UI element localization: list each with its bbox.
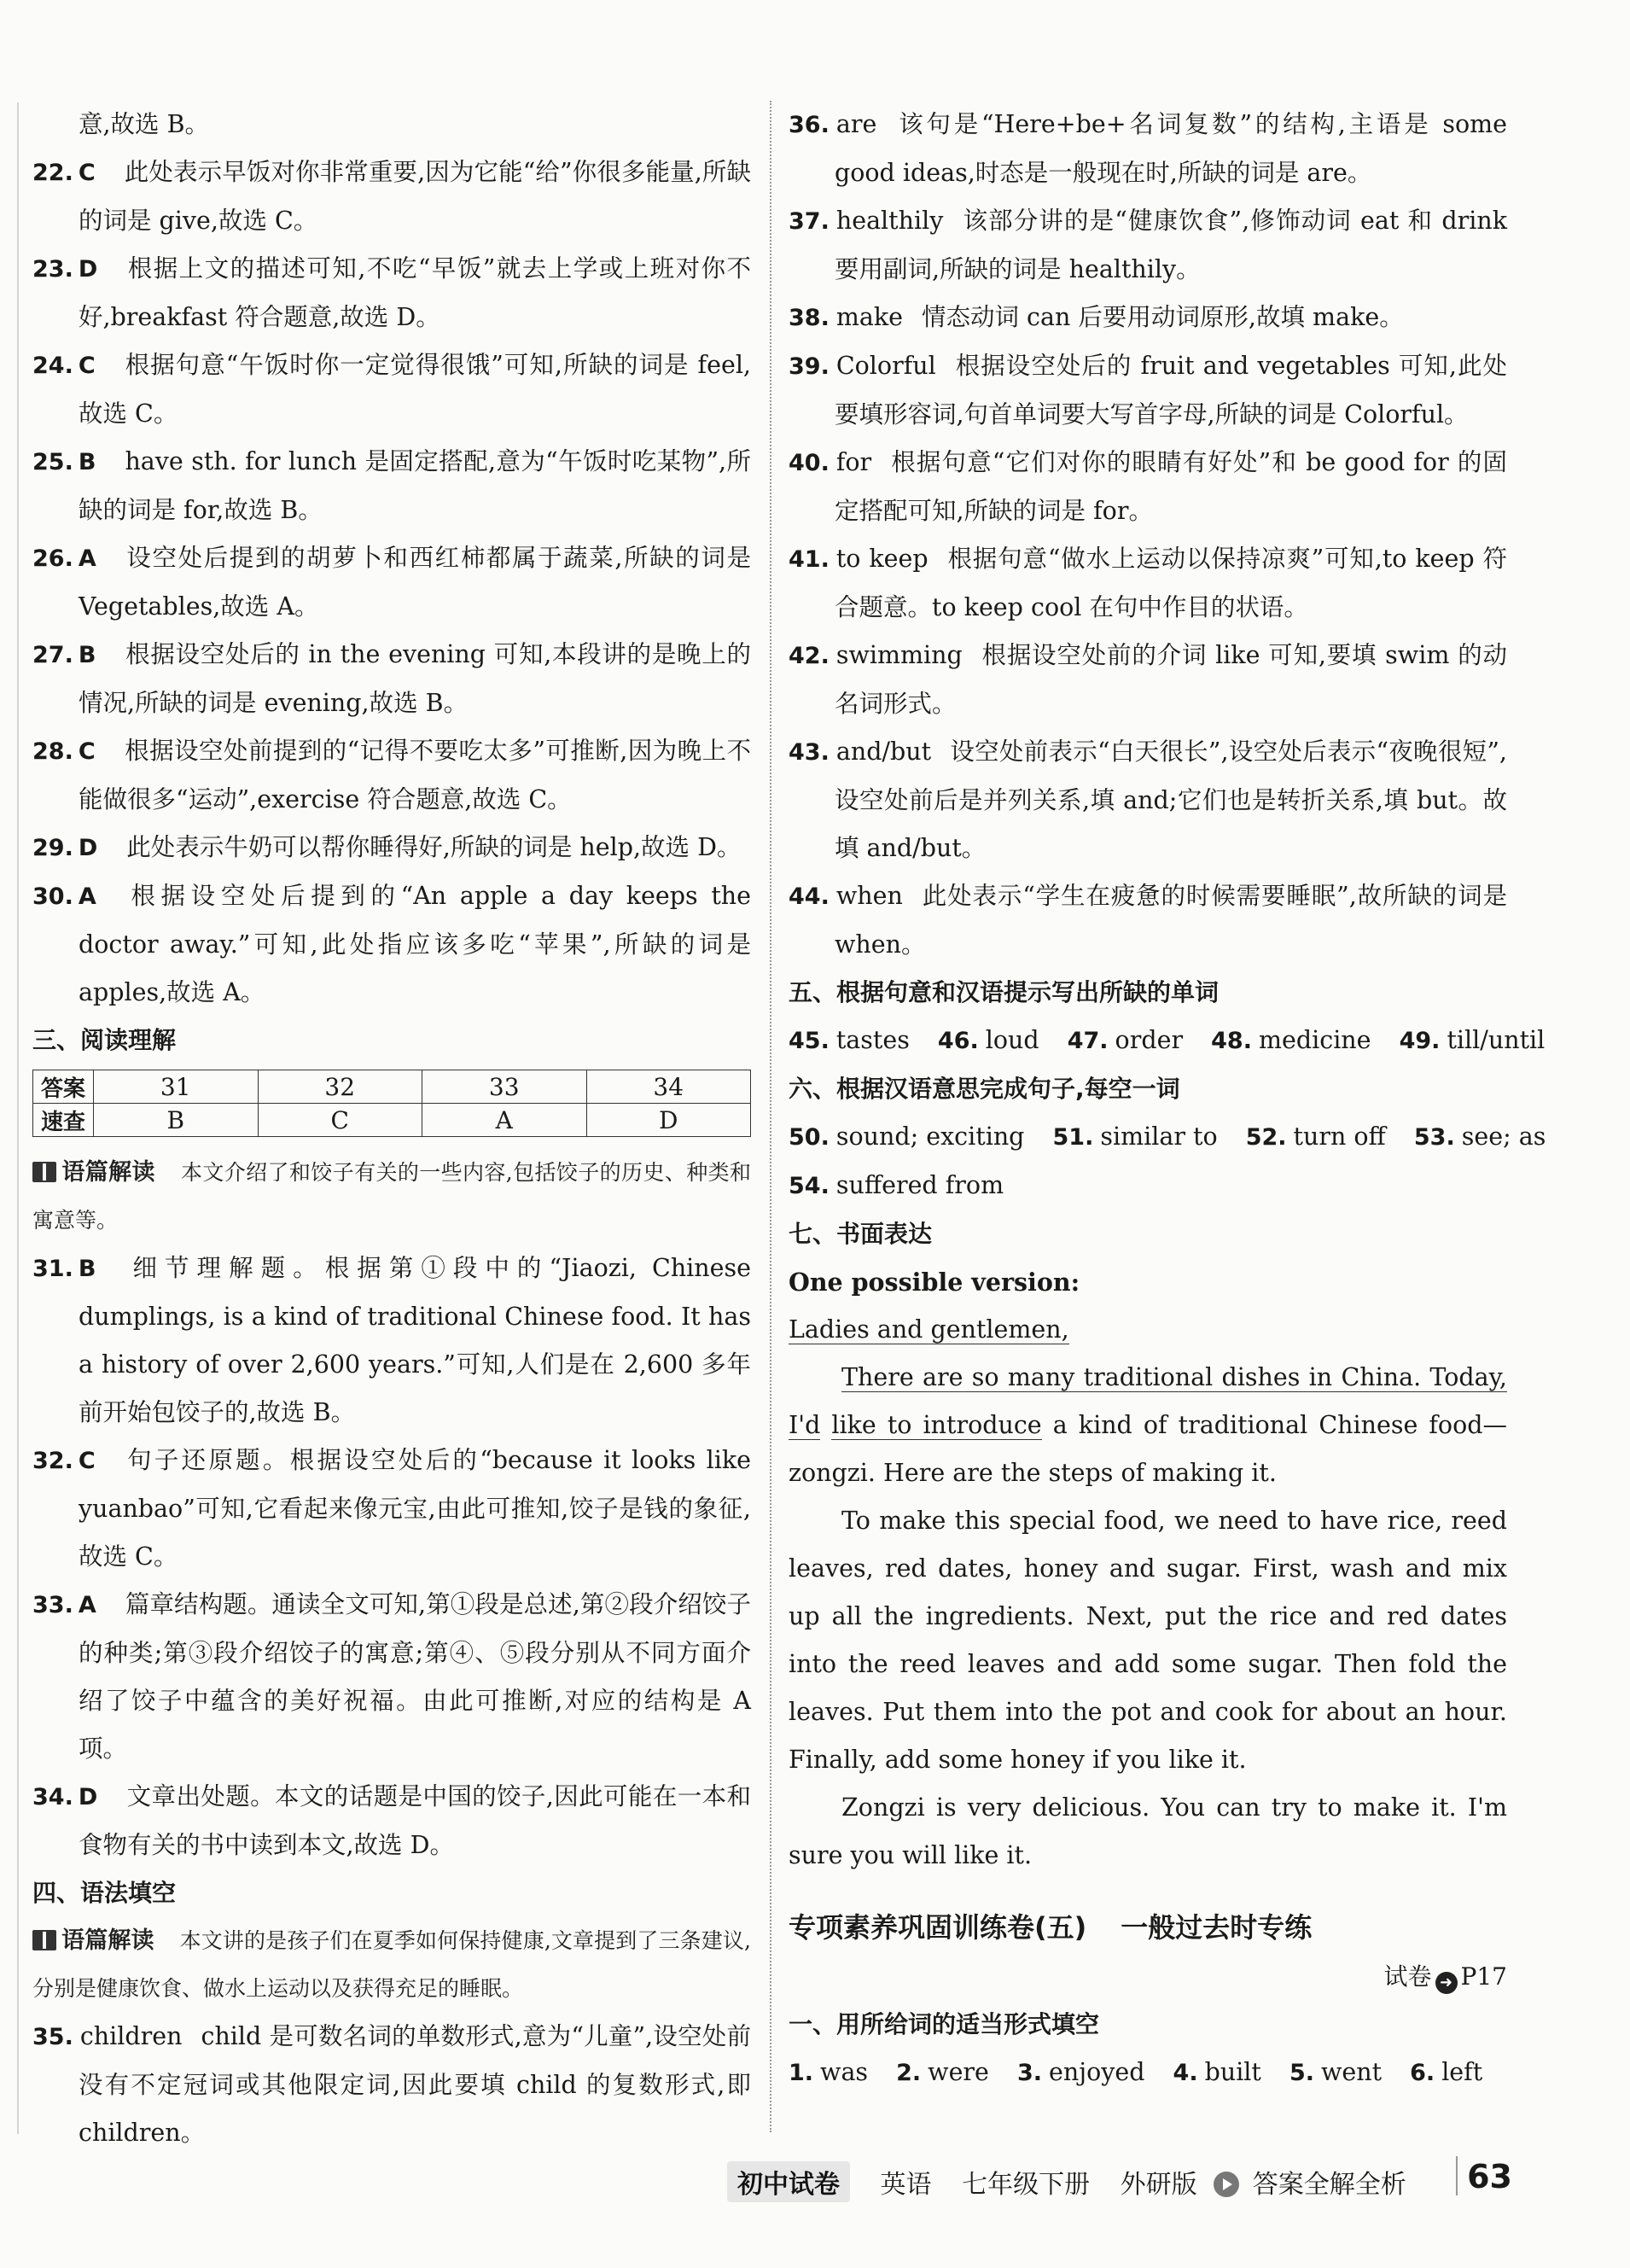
footer-tag: 答案全解全析 xyxy=(1252,2170,1406,2200)
table-cell: 34 xyxy=(586,1070,751,1104)
answer-item: 38. make 情态动词 can 后要用动词原形,故填 make。 xyxy=(789,303,1404,331)
answer-item: 26. A 设空处后提到的胡萝卜和西红柿都属于蔬菜,所缺的词是 Vegetables,故选 A。 xyxy=(32,544,751,621)
section-heading-writing: 七、书面表达 xyxy=(789,1220,933,1248)
right-column xyxy=(789,101,1546,2097)
continued-line: 意,故选 B。 xyxy=(79,110,210,138)
play-icon xyxy=(1214,2172,1239,2197)
answer-row: 45. tastes 46. loud 47. order 48. medicine 49. till/until xyxy=(789,1026,1546,1054)
section-heading-word-spelling: 五、根据句意和汉语提示写出所缺的单词 xyxy=(789,978,1220,1006)
answer-item: 28. C 根据设空处前提到的“记得不要吃太多”可推断,因为晚上不能做很多“运动”,exercise 符合题意,故选 C。 xyxy=(32,737,751,813)
passage-interpretation: 语篇解读 本文讲的是孩子们在夏季如何保持健康,文章提到了三条建议,分别是健康饮食、做水上运动以及获得充足的睡眠。 xyxy=(32,1927,751,2001)
table-cell: B xyxy=(94,1104,259,1137)
footer-edition: 外研版 xyxy=(1120,2170,1197,2200)
answer-item: 23. D 根据上文的描述可知,不吃“早饭”就去上学或上班对你不好,breakfast 符合题意,故选 D。 xyxy=(32,254,751,331)
book-icon xyxy=(32,1162,56,1182)
answer-list-36-44 xyxy=(789,101,1507,969)
answer-item: 44. when 此处表示“学生在疲惫的时候需要睡眠”,故所缺的词是 when。 xyxy=(789,882,1507,959)
answer-item: 40. for 根据句意“它们对你的眼睛有好处”和 be good for 的固定搭配可知,所缺的词是 for。 xyxy=(789,448,1507,525)
answer-item: 42. swimming 根据设空处前的介词 like 可知,要填 swim 的动名词形式。 xyxy=(789,641,1507,718)
table-header-cell: 速查 xyxy=(33,1104,94,1137)
book-icon xyxy=(32,1930,56,1950)
section-heading-complete-sentences: 六、根据汉语意思完成句子,每空一词 xyxy=(789,1075,1180,1103)
answer-item: 31. B 细节理解题。根据第①段中的“Jiaozi, Chinese dumplings, is a kind of traditional Chinese food. It has a history of over 2,600 years.”可知,人们是在 2,600 多年前开始包饺子的,故选 B。 xyxy=(32,1254,751,1426)
page-footer xyxy=(727,2158,1512,2206)
arrow-right-icon: ➜ xyxy=(1435,1972,1458,1994)
answer-item: 43. and/but 设空处前表示“白天很长”,设空处后表示“夜晚很短”,设空处前后是并列关系,填 and;它们也是转折关系,填 but。故填 and/but。 xyxy=(789,738,1507,862)
footer-grade: 七年级下册 xyxy=(962,2170,1091,2200)
answer-item: 22. C 此处表示早饭对你非常重要,因为它能“给”你很多能量,所缺的词是 give,故选 C。 xyxy=(32,158,751,235)
table-cell: D xyxy=(586,1104,751,1137)
essay-greeting: Ladies and gentlemen, xyxy=(789,1315,1069,1344)
page-number: 63 xyxy=(1467,2158,1512,2195)
answer-row: 54. suffered from xyxy=(789,1171,1004,1199)
table-header-cell: 答案 xyxy=(33,1070,94,1104)
answer-list-22-30 xyxy=(32,149,751,1017)
answer-item: 39. Colorful 根据设空处后的 fruit and vegetables 可知,此处要填形容词,句首单词要大写首字母,所缺的词是 Colorful。 xyxy=(789,352,1507,429)
essay-paragraph-3: Zongzi is very delicious. You can try to make it. I'm sure you will like it. xyxy=(789,1793,1507,1869)
essay-paragraph-1: There are so many traditional dishes in China. Today, I'd like to introduce a kind of traditional Chinese food—zongzi. Here are the steps of making it. xyxy=(789,1363,1507,1487)
answer-list-31-34 xyxy=(32,1245,751,1869)
answer-row: 50. sound; exciting 51. similar to 52. turn off 53. see; as xyxy=(789,1122,1546,1151)
essay-label: One possible version: xyxy=(789,1268,1080,1297)
column-divider xyxy=(770,101,771,2132)
table-cell: 32 xyxy=(258,1070,422,1104)
essay-paragraph-2: To make this special food, we need to have rice, reed leaves, red dates, honey and sugar. First, wash and mix up all the ingredients. Next, put the rice and red dates into the reed leaves and add some sugar. Then fold the leaves. Put them into the pot and cook for about an hour. Finally, add some honey if you like it. xyxy=(789,1507,1507,1774)
answer-item: 37. healthily 该部分讲的是“健康饮食”,修饰动词 eat 和 drink 要用副词,所缺的词是 healthily。 xyxy=(789,207,1507,283)
footer-brand: 初中试卷 xyxy=(727,2161,850,2202)
footer-divider xyxy=(1456,2156,1458,2195)
answer-row: 1. was 2. were 3. enjoyed 4. built 5. went 6. left xyxy=(789,2058,1483,2086)
answer-item: 35. children child 是可数名词的单数形式,意为“儿童”,设空处前没有不定冠词或其他限定词,因此要填 child 的复数形式,即 children。 xyxy=(32,2022,751,2147)
table-row xyxy=(33,1104,751,1137)
section-heading-grammar: 四、语法填空 xyxy=(32,1879,177,1907)
paper-reference: 试卷 ➜ P17 xyxy=(789,1953,1507,2001)
answer-item: 32. C 句子还原题。根据设空处后的“because it looks like yuanbao”可知,它看起来像元宝,由此可推知,饺子是钱的象征,故选 C。 xyxy=(32,1446,751,1571)
table-row xyxy=(33,1070,751,1104)
passage-interpretation: 语篇解读 本文介绍了和饺子有关的一些内容,包括饺子的历史、种类和寓意等。 xyxy=(32,1159,752,1233)
answer-item: 41. to keep 根据句意“做水上运动以保持凉爽”可知,to keep 符合题意。to keep cool 在句中作目的状语。 xyxy=(789,545,1507,621)
left-column xyxy=(32,101,751,2157)
answer-item: 36. are 该句是“Here+be+名词复数”的结构,主语是 some good ideas,时态是一般现在时,所缺的词是 are。 xyxy=(789,110,1507,187)
section-heading-reading: 三、阅读理解 xyxy=(32,1026,177,1054)
table-cell: 31 xyxy=(94,1070,259,1104)
table-cell: C xyxy=(258,1104,422,1137)
answer-item: 29. D 此处表示牛奶可以帮你睡得好,所缺的词是 help,故选 D。 xyxy=(32,833,742,861)
answer-item: 33. A 篇章结构题。通读全文可知,第①段是总述,第②段介绍饺子的种类;第③段介绍饺子的寓意;第④、⑤段分别从不同方面介绍了饺子中蕴含的美好祝福。由此可推断,对应的结构是 A 项。 xyxy=(32,1590,751,1763)
special-training-title: 专项素养巩固训练卷(五) 一般过去时专练 xyxy=(789,1911,1313,1944)
answer-item: 34. D 文章出处题。本文的话题是中国的饺子,因此可能在一本和食物有关的书中读到本文,故选 D。 xyxy=(32,1782,751,1859)
table-cell: 33 xyxy=(422,1070,587,1104)
footer-subject: 英语 xyxy=(880,2170,932,2200)
page-edge-mark xyxy=(17,102,19,2134)
answer-item: 27. B 根据设空处后的 in the evening 可知,本段讲的是晚上的情况,所缺的词是 evening,故选 B。 xyxy=(32,640,751,717)
section-heading-fill-in: 一、用所给词的适当形式填空 xyxy=(789,2010,1100,2038)
answer-item: 24. C 根据句意“午饭时你一定觉得很饿”可知,所缺的词是 feel,故选 C。 xyxy=(32,351,751,428)
answer-item: 25. B have sth. for lunch 是固定搭配,意为“午饭时吃某物”,所缺的词是 for,故选 B。 xyxy=(32,447,751,524)
answer-quick-table xyxy=(32,1070,751,1137)
answer-item: 30. A 根据设空处后提到的“An apple a day keeps the doctor away.”可知,此处指应该多吃“苹果”,所缺的词是 apples,故选 A。 xyxy=(32,882,751,1006)
table-cell: A xyxy=(422,1104,587,1137)
